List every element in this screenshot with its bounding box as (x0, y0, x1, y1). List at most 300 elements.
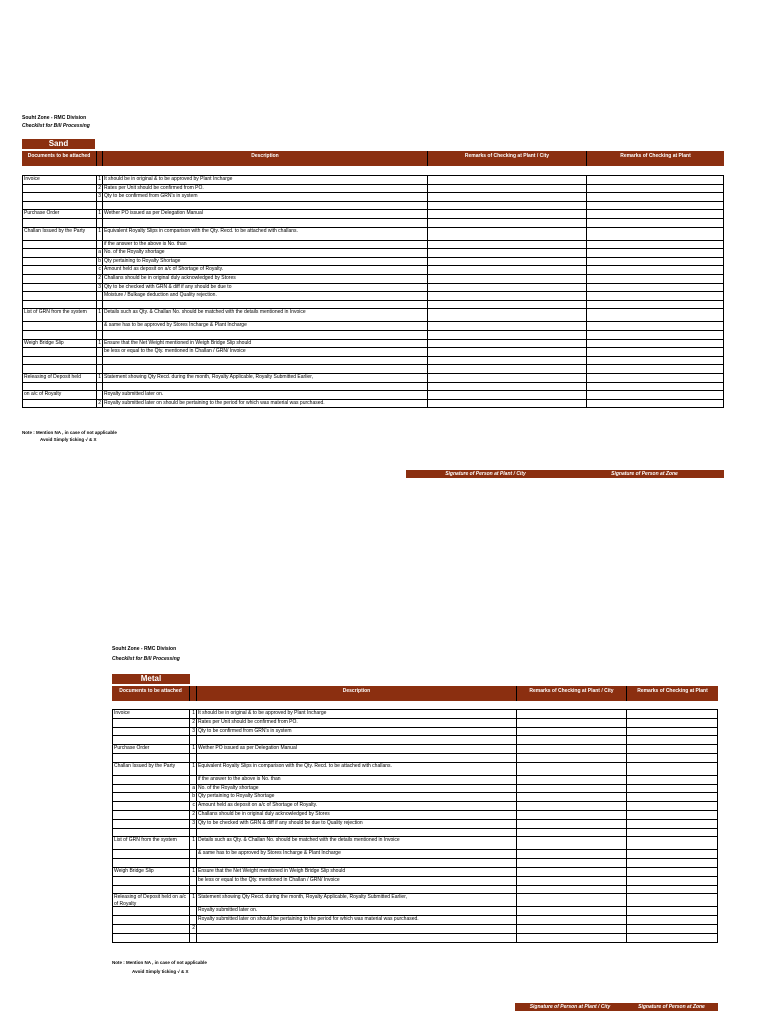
document-cell (22, 193, 97, 202)
description-cell: & same has to be approved by Stores Incharge & Plant Incharge (197, 850, 517, 859)
header-documents: Documents to be attached (22, 151, 97, 166)
remarks-plant-city-cell[interactable] (517, 829, 627, 838)
document-cell: List of GRN from the system (22, 309, 97, 322)
document-cell (22, 258, 97, 267)
description-cell: Amount held as deposit on a/c of Shortage of Royalty. (103, 266, 428, 275)
remarks-plant-city-cell[interactable] (517, 736, 627, 745)
document-cell (22, 275, 97, 284)
remarks-plant-city-cell[interactable] (517, 811, 627, 820)
remarks-plant-city-cell[interactable] (428, 210, 587, 219)
remarks-plant-city-cell[interactable] (517, 793, 627, 802)
description-cell: Royalty submitted later on. (103, 391, 428, 400)
remarks-plant-city-cell[interactable] (517, 850, 627, 859)
remarks-plant-cell[interactable] (627, 728, 718, 737)
item-number-cell (190, 776, 197, 785)
header-description: Description (103, 151, 428, 166)
table-row (22, 322, 724, 331)
remarks-plant-cell[interactable] (627, 886, 718, 895)
table-row (22, 400, 724, 409)
description-cell: Qty pertaining to Royalty Shortage (197, 793, 517, 802)
document-cell (112, 934, 190, 943)
description-cell: Qty to be confirmed from GRN's in system (103, 193, 428, 202)
item-number-cell: 1 (97, 340, 103, 349)
remarks-plant-cell[interactable] (587, 357, 724, 366)
signature-plant-city: Signature of Person at Plant / City (529, 1004, 611, 1010)
item-number-cell: 1 (97, 309, 103, 322)
description-cell (103, 219, 428, 228)
item-number-cell: 1 (190, 745, 197, 754)
document-cell (112, 916, 190, 925)
description-cell (103, 357, 428, 366)
table-row (22, 340, 724, 349)
remarks-plant-cell[interactable] (587, 266, 724, 275)
remarks-plant-city-cell[interactable] (517, 894, 627, 907)
remarks-plant-city-cell[interactable] (428, 292, 587, 301)
document-cell (112, 793, 190, 802)
description-cell: Statement showing Qty Recd. during the month, Royalty Applicable, Royalty Submitted Earlier, (197, 894, 517, 907)
document-cell: Challan Issued by the Party (22, 228, 97, 241)
item-number-cell (190, 754, 197, 763)
table-row (22, 266, 724, 275)
description-cell (103, 365, 428, 374)
document-cell (22, 249, 97, 258)
document-cell (22, 219, 97, 228)
table-row (112, 736, 718, 745)
remarks-plant-city-cell[interactable] (517, 728, 627, 737)
remarks-plant-cell[interactable] (587, 331, 724, 340)
document-cell (112, 820, 190, 829)
remarks-plant-cell[interactable] (587, 228, 724, 241)
remarks-plant-cell[interactable] (587, 292, 724, 301)
table-row (22, 348, 724, 357)
remarks-plant-cell[interactable] (627, 763, 718, 776)
description-cell: Royalty submitted later on should be pertaining to the period for which was material was purchased. (103, 400, 428, 409)
item-number-cell: c (97, 266, 103, 275)
description-cell: Qty to be checked with GRN & diff if any should be due to Quality rejection (197, 820, 517, 829)
header-description: Description (197, 686, 517, 701)
header-documents: Documents to be attached (112, 686, 190, 701)
table-row (112, 868, 718, 877)
item-number-cell (190, 886, 197, 895)
table-row (22, 176, 724, 185)
table-row (112, 934, 718, 943)
item-number-cell: a (97, 249, 103, 258)
division-title: Souht Zone - RMC Division (112, 646, 177, 652)
remarks-plant-city-cell[interactable] (517, 916, 627, 925)
remarks-plant-cell[interactable] (587, 301, 724, 310)
table-row (22, 228, 724, 241)
item-number-cell: 1 (97, 176, 103, 185)
table-row (22, 292, 724, 301)
remarks-plant-city-cell[interactable] (428, 348, 587, 357)
remarks-plant-cell[interactable] (587, 391, 724, 400)
item-number-cell: 2 (97, 400, 103, 409)
table-row (112, 886, 718, 895)
remarks-plant-city-cell[interactable] (517, 868, 627, 877)
remarks-plant-city-cell[interactable] (428, 365, 587, 374)
remarks-plant-city-cell[interactable] (428, 309, 587, 322)
remarks-plant-city-cell[interactable] (428, 241, 587, 250)
document-cell: Purchase Order (112, 745, 190, 754)
remarks-plant-cell[interactable] (587, 383, 724, 392)
item-number-cell: 1 (190, 710, 197, 719)
remarks-plant-cell[interactable] (587, 400, 724, 409)
document-cell (22, 322, 97, 331)
document-cell: on a/c of Royalty (22, 391, 97, 400)
item-number-cell: 3 (97, 284, 103, 293)
remarks-plant-city-cell[interactable] (428, 258, 587, 267)
checklist-subtitle: Checklist for Bill Processing (22, 123, 90, 129)
document-cell: Weigh Bridge Slip (22, 340, 97, 349)
remarks-plant-cell[interactable] (627, 736, 718, 745)
remarks-plant-cell[interactable] (587, 309, 724, 322)
table-header (112, 686, 718, 701)
item-number-cell: 1 (97, 228, 103, 241)
description-cell: Royalty submitted later on should be pertaining to the period for which was material was purchased. (197, 916, 517, 925)
item-number-cell: 1 (190, 763, 197, 776)
table-row (22, 202, 724, 211)
remarks-plant-cell[interactable] (587, 202, 724, 211)
item-number-cell (190, 736, 197, 745)
remarks-plant-cell[interactable] (627, 916, 718, 925)
item-number-cell: 2 (97, 185, 103, 194)
remarks-plant-cell[interactable] (627, 925, 718, 934)
table-row (112, 745, 718, 754)
remarks-plant-cell[interactable] (587, 176, 724, 185)
description-cell (197, 934, 517, 943)
document-cell (112, 719, 190, 728)
remarks-plant-cell[interactable] (627, 785, 718, 794)
remarks-plant-city-cell[interactable] (517, 820, 627, 829)
document-cell (22, 301, 97, 310)
remarks-plant-city-cell[interactable] (428, 249, 587, 258)
table-row (22, 374, 724, 383)
description-cell: Qty pertaining to Royalty Shortage (103, 258, 428, 267)
remarks-plant-cell[interactable] (587, 185, 724, 194)
document-cell: Challan Issued by the Party (112, 763, 190, 776)
item-number-cell: a (190, 785, 197, 794)
note-not-applicable: Note : Mention NA , in case of not applicable (112, 960, 207, 965)
signature-zone: Signature of Person at Zone (611, 471, 678, 477)
remarks-plant-cell[interactable] (627, 793, 718, 802)
description-cell: Ensure that the Net Weight mentioned in Weigh Bridge Slip should (103, 340, 428, 349)
remarks-plant-city-cell[interactable] (428, 400, 587, 409)
description-cell (197, 859, 517, 868)
description-cell (197, 925, 517, 934)
description-cell: Equivalent Royalty Slips in comparison with the Qty. Recd. to be attached with challans. (197, 763, 517, 776)
item-number-cell (190, 934, 197, 943)
table-row (22, 357, 724, 366)
description-cell: Qty to be confirmed from GRN's in system (197, 728, 517, 737)
signature-zone: Signature of Person at Zone (638, 1004, 705, 1010)
table-row (112, 719, 718, 728)
remarks-plant-city-cell[interactable] (428, 185, 587, 194)
remarks-plant-cell[interactable] (627, 776, 718, 785)
document-cell (22, 365, 97, 374)
item-number-cell: 1 (190, 894, 197, 907)
table-row (22, 383, 724, 392)
remarks-plant-city-cell[interactable] (517, 745, 627, 754)
table-row (22, 185, 724, 194)
description-cell: Challans should be in original duly acknowledged by Stores (103, 275, 428, 284)
document-cell (22, 266, 97, 275)
remarks-plant-city-cell[interactable] (428, 331, 587, 340)
description-cell (103, 202, 428, 211)
remarks-plant-city-cell[interactable] (517, 776, 627, 785)
table-row (112, 925, 718, 934)
remarks-plant-cell[interactable] (587, 322, 724, 331)
document-cell: Releasing of Deposit held (22, 374, 97, 383)
table-row (112, 776, 718, 785)
note-avoid-ticking: Avoid Simply ticking √ & X (40, 437, 97, 442)
description-cell: Royalty submitted later on. (197, 907, 517, 916)
description-cell: It should be in original & to be approved by Plant Incharge (103, 176, 428, 185)
table-row (22, 301, 724, 310)
description-cell: be less or equal to the Qty. mentioned in Challan / GRN/ Invoice (103, 348, 428, 357)
remarks-plant-city-cell[interactable] (517, 763, 627, 776)
item-number-cell: 3 (97, 193, 103, 202)
remarks-plant-city-cell[interactable] (517, 907, 627, 916)
description-cell: Details such as Qty. & Challan No. should be matched with the details mentioned in Invoice (103, 309, 428, 322)
document-cell (22, 357, 97, 366)
table-row (22, 365, 724, 374)
document-cell (112, 754, 190, 763)
material-tag: Sand (22, 139, 95, 149)
checklist-table (112, 709, 718, 943)
header-remarks-plant-city: Remarks of Checking at Plant / City (517, 686, 627, 701)
table-row (22, 309, 724, 322)
remarks-plant-cell[interactable] (587, 193, 724, 202)
document-cell (112, 877, 190, 886)
remarks-plant-city-cell[interactable] (517, 802, 627, 811)
table-row (22, 210, 724, 219)
remarks-plant-cell[interactable] (587, 210, 724, 219)
remarks-plant-cell[interactable] (627, 820, 718, 829)
remarks-plant-city-cell[interactable] (428, 219, 587, 228)
description-cell (197, 829, 517, 838)
table-row (22, 275, 724, 284)
remarks-plant-city-cell[interactable] (428, 374, 587, 383)
remarks-plant-city-cell[interactable] (517, 710, 627, 719)
remarks-plant-city-cell[interactable] (428, 322, 587, 331)
remarks-plant-city-cell[interactable] (428, 301, 587, 310)
remarks-plant-cell[interactable] (587, 340, 724, 349)
description-cell: Moisture / Bulkage deduction and Quality rejection. (103, 292, 428, 301)
remarks-plant-city-cell[interactable] (428, 176, 587, 185)
description-cell: Amount held as deposit on a/c of Shortage of Royalty. (197, 802, 517, 811)
description-cell: No. of the Royalty shortage (197, 785, 517, 794)
document-cell: Releasing of Deposit held on a/c of Royalty (112, 894, 190, 907)
description-cell: Ensure that the Net Weight mentioned in Weigh Bridge Slip should (197, 868, 517, 877)
checklist-subtitle: Checklist for Bill Processing (112, 656, 180, 662)
document-cell (112, 907, 190, 916)
checklist-table (22, 175, 724, 408)
item-number-cell: 1 (97, 374, 103, 383)
table-row (22, 391, 724, 400)
remarks-plant-cell[interactable] (627, 710, 718, 719)
table-row (112, 829, 718, 838)
remarks-plant-cell[interactable] (627, 877, 718, 886)
description-cell: Wether PO issued as per Delegation Manual (197, 745, 517, 754)
remarks-plant-cell[interactable] (627, 811, 718, 820)
table-row (22, 331, 724, 340)
remarks-plant-cell[interactable] (627, 802, 718, 811)
description-cell: No. of the Royalty shortage (103, 249, 428, 258)
description-cell: Qty to be checked with GRN & diff if any should be due to (103, 284, 428, 293)
header-remarks-plant: Remarks of Checking at Plant (637, 688, 708, 694)
remarks-plant-city-cell[interactable] (517, 934, 627, 943)
description-cell (103, 331, 428, 340)
document-cell (112, 925, 190, 934)
remarks-plant-cell[interactable] (627, 934, 718, 943)
table-row (112, 763, 718, 776)
remarks-plant-cell[interactable] (587, 275, 724, 284)
remarks-plant-cell[interactable] (627, 719, 718, 728)
table-row (112, 877, 718, 886)
description-cell (103, 383, 428, 392)
description-cell: Wether PO issued as per Delegation Manual (103, 210, 428, 219)
description-cell: It should be in original & to be approved by Plant Incharge (197, 710, 517, 719)
remarks-plant-cell[interactable] (587, 241, 724, 250)
remarks-plant-city-cell[interactable] (517, 877, 627, 886)
document-cell (22, 348, 97, 357)
remarks-plant-city-cell[interactable] (428, 284, 587, 293)
table-row (112, 916, 718, 925)
item-number-cell (190, 829, 197, 838)
table-row (112, 802, 718, 811)
description-cell (103, 301, 428, 310)
item-number-cell: 2 (97, 275, 103, 284)
item-number-cell: 3 (190, 820, 197, 829)
table-row (112, 837, 718, 850)
document-cell (112, 785, 190, 794)
remarks-plant-cell[interactable] (587, 258, 724, 267)
document-cell (112, 802, 190, 811)
note-not-applicable: Note : Mention NA , in case of not applicable (22, 430, 117, 435)
remarks-plant-city-cell[interactable] (517, 719, 627, 728)
remarks-plant-cell[interactable] (587, 249, 724, 258)
item-number-cell (190, 859, 197, 868)
table-row (112, 894, 718, 907)
table-row (22, 241, 724, 250)
division-title: Souht Zone - RMC Division (22, 115, 87, 121)
description-cell: if the answer to the above is No. than (197, 776, 517, 785)
header-remarks-plant-city: Remarks of Checking at Plant / City (428, 151, 587, 166)
header-remarks-plant: Remarks of Checking at Plant (620, 153, 691, 159)
remarks-plant-cell[interactable] (627, 894, 718, 907)
document-cell (22, 383, 97, 392)
note-avoid-ticking: Avoid Simply ticking √ & X (132, 969, 189, 974)
document-cell (22, 185, 97, 194)
remarks-plant-cell[interactable] (587, 374, 724, 383)
header-number (190, 686, 197, 701)
checklist-sand (0, 0, 768, 500)
table-row (22, 258, 724, 267)
remarks-plant-city-cell[interactable] (517, 925, 627, 934)
remarks-plant-cell[interactable] (587, 348, 724, 357)
document-cell (22, 400, 97, 409)
remarks-plant-city-cell[interactable] (517, 886, 627, 895)
remarks-plant-city-cell[interactable] (428, 228, 587, 241)
remarks-plant-city-cell[interactable] (428, 340, 587, 349)
remarks-plant-cell[interactable] (627, 907, 718, 916)
item-number-cell: 1 (190, 837, 197, 850)
remarks-plant-cell[interactable] (627, 859, 718, 868)
document-cell (112, 829, 190, 838)
remarks-plant-city-cell[interactable] (428, 391, 587, 400)
document-cell (22, 292, 97, 301)
remarks-plant-city-cell[interactable] (517, 859, 627, 868)
checklist-metal (0, 500, 768, 1024)
document-cell: List of GRN from the system (112, 837, 190, 850)
remarks-plant-cell[interactable] (587, 365, 724, 374)
remarks-plant-city-cell[interactable] (517, 754, 627, 763)
document-cell (112, 736, 190, 745)
item-number-cell: 1 (97, 210, 103, 219)
item-number-cell: 2 (190, 811, 197, 820)
document-cell: Invoice (112, 710, 190, 719)
remarks-plant-cell[interactable] (587, 219, 724, 228)
description-cell: & same has to be approved by Stores Incharge & Plant Incharge (103, 322, 428, 331)
remarks-plant-city-cell[interactable] (428, 266, 587, 275)
item-number-cell (190, 916, 197, 925)
document-cell (112, 776, 190, 785)
document-cell: Invoice (22, 176, 97, 185)
description-cell: Statement showing Qty Recd. during the month, Royalty Applicable, Royalty Submitted Earlier, (103, 374, 428, 383)
table-row (112, 785, 718, 794)
document-cell (22, 284, 97, 293)
remarks-plant-city-cell[interactable] (428, 383, 587, 392)
remarks-plant-cell[interactable] (627, 745, 718, 754)
table-row (22, 193, 724, 202)
document-cell (112, 728, 190, 737)
description-cell (197, 754, 517, 763)
remarks-plant-cell[interactable] (627, 868, 718, 877)
remarks-plant-cell[interactable] (627, 754, 718, 763)
description-cell (197, 886, 517, 895)
description-cell: Equivalent Royalty Slips in comparison with the Qty. Recd. to be attached with challans. (103, 228, 428, 241)
description-cell: Rates per Unit should be confirmed from PO. (103, 185, 428, 194)
remarks-plant-city-cell[interactable] (517, 837, 627, 850)
remarks-plant-cell[interactable] (587, 284, 724, 293)
document-cell (22, 241, 97, 250)
remarks-plant-city-cell[interactable] (428, 193, 587, 202)
table-row (112, 850, 718, 859)
document-cell (112, 859, 190, 868)
document-cell: Weigh Bridge Slip (112, 868, 190, 877)
remarks-plant-city-cell[interactable] (428, 357, 587, 366)
remarks-plant-cell[interactable] (627, 850, 718, 859)
table-row (112, 820, 718, 829)
remarks-plant-cell[interactable] (627, 837, 718, 850)
remarks-plant-city-cell[interactable] (517, 785, 627, 794)
document-cell: Purchase Order (22, 210, 97, 219)
table-row (112, 728, 718, 737)
remarks-plant-cell[interactable] (627, 829, 718, 838)
description-cell: if the answer to the above is No. than (103, 241, 428, 250)
document-cell (112, 811, 190, 820)
remarks-plant-city-cell[interactable] (428, 202, 587, 211)
item-number-cell (190, 877, 197, 886)
description-cell: be less or equal to the Qty. mentioned in Challan / GRN/ Invoice (197, 877, 517, 886)
document-cell (112, 850, 190, 859)
remarks-plant-city-cell[interactable] (428, 275, 587, 284)
item-number-cell (190, 907, 197, 916)
table-row (112, 754, 718, 763)
table-row (22, 284, 724, 293)
document-cell (22, 331, 97, 340)
document-cell (112, 886, 190, 895)
